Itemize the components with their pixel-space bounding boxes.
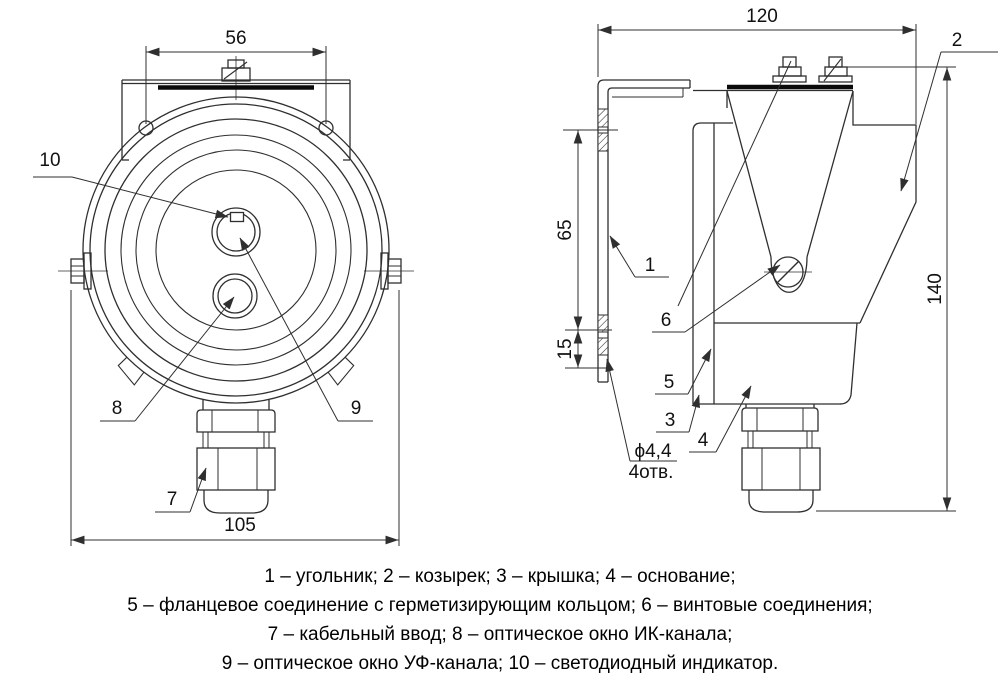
front-top-bolt <box>222 56 250 100</box>
callout-2-label: 2 <box>951 30 963 51</box>
callout-7-label: 7 <box>166 489 178 510</box>
front-side-bolt-left <box>58 253 108 289</box>
dim-120-label: 120 <box>746 6 778 27</box>
side-bracket <box>598 80 690 382</box>
ir-window <box>213 274 257 318</box>
front-callouts <box>33 150 373 512</box>
bracket-hole-hatch <box>598 109 608 127</box>
side-dim-depth <box>598 6 916 124</box>
legend-line-2: 5 – фланцевое соединение с герметизирующим кольцом; 6 – винтовые соединения; <box>127 595 873 616</box>
bracket-hole-hatch <box>598 338 608 355</box>
side-top-bolts <box>773 57 852 82</box>
legend-line-1: 1 – угольник; 2 – козырек; 3 – крышка; 4 – основание; <box>264 566 736 587</box>
legend-line-4: 9 – оптическое окно УФ-канала; 10 – светодиодный индикатор. <box>221 653 779 674</box>
side-cable-gland <box>742 404 820 512</box>
bracket-hole-hatch <box>598 133 608 151</box>
legend-line-3: 7 – кабельный ввод; 8 – оптическое окно ИК-канала; <box>267 624 733 645</box>
dim-140-label: 140 <box>925 273 947 305</box>
callout-6-label: 6 <box>660 310 672 331</box>
dim-65-label: 65 <box>555 219 577 241</box>
legend <box>0 562 1000 678</box>
front-cable-gland <box>197 399 275 513</box>
side-yoke <box>727 91 853 292</box>
callout-1-label: 1 <box>644 255 656 276</box>
dim-56-label: 56 <box>225 28 247 49</box>
side-dim-height <box>816 67 956 511</box>
side-callouts <box>610 30 998 452</box>
front-side-bolt-right <box>364 253 414 289</box>
hole-dia-label: ϕ4,4 <box>634 441 672 462</box>
dim-15-label: 15 <box>555 338 577 360</box>
dim-105-label: 105 <box>224 515 256 536</box>
front-housing-circles <box>83 97 389 403</box>
hole-count-label: 4отв. <box>628 462 674 483</box>
front-view <box>33 28 414 546</box>
side-body <box>693 123 860 404</box>
callout-3-label: 3 <box>664 410 676 431</box>
side-view <box>555 6 998 512</box>
callout-5-label: 5 <box>663 372 675 393</box>
led-indicator <box>231 213 244 222</box>
callout-10-label: 10 <box>39 150 61 171</box>
bracket-hole-hatch <box>598 315 608 332</box>
callout-9-label: 9 <box>350 398 362 419</box>
callout-8-label: 8 <box>111 398 123 419</box>
callout-4-label: 4 <box>697 430 709 451</box>
